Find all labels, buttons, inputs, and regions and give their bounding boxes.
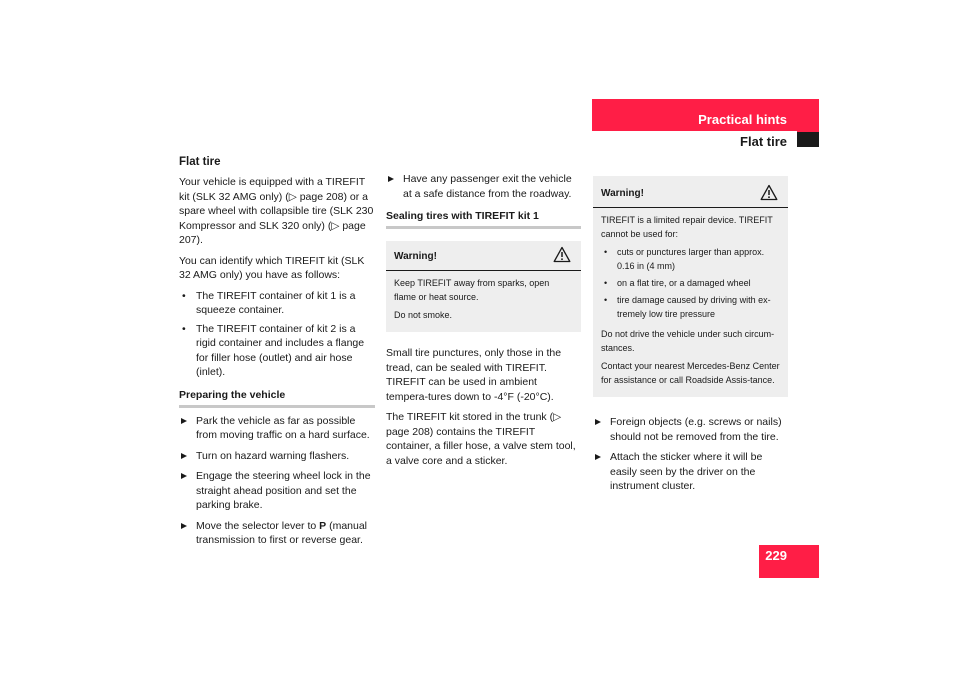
- step-item: [179, 469, 375, 513]
- header-tab-marker: [797, 132, 819, 147]
- passenger-step: [386, 172, 581, 201]
- step-arrow-icon: [181, 523, 187, 529]
- step-arrow-icon: [181, 418, 187, 424]
- step-item: [386, 172, 581, 201]
- warning-bullet-list: [601, 245, 780, 321]
- page-heading: Flat tire: [179, 156, 221, 168]
- column-3: [593, 176, 788, 500]
- step-arrow-icon: [181, 473, 187, 479]
- warning-header: [386, 241, 581, 271]
- step-text: Turn on hazard warning flashers.: [196, 449, 350, 462]
- step-text: Foreign objects (e.g. screws or nails) should not be removed from the tire.: [610, 416, 782, 443]
- list-item: [601, 245, 780, 273]
- list-item-text: The TIREFIT container of kit 1 is a squeeze container.: [196, 289, 356, 316]
- step-arrow-icon: [388, 176, 394, 182]
- list-item: [179, 289, 375, 318]
- step-text-after: (manual transmission to first or reverse gear.: [196, 519, 368, 546]
- step-arrow-icon: [595, 419, 601, 425]
- warning-text: Keep TIREFIT away from sparks, open flame or heat source.: [394, 278, 550, 302]
- kit-bullet-list: [179, 289, 375, 380]
- bullet-icon: •: [604, 278, 608, 288]
- warning-text: Do not drive the vehicle under such circum-stances.: [601, 329, 775, 353]
- preparing-steps: [179, 414, 375, 548]
- sealing-heading: Sealing tires with TIREFIT kit 1: [386, 209, 581, 229]
- page-number: 229: [765, 548, 787, 563]
- step-arrow-icon: [595, 454, 601, 460]
- step-text: Park the vehicle as far as possible from moving traffic on a hard surface.: [196, 414, 370, 441]
- list-item: [601, 293, 780, 321]
- step-arrow-icon: [181, 453, 187, 459]
- list-item: [601, 276, 780, 290]
- step-text: Attach the sticker where it will be easily seen by the driver on the instrument cluster.: [610, 451, 763, 492]
- warning-text: Contact your nearest Mercedes-Benz Center for assistance or call Roadside Assis-tance.: [601, 361, 780, 385]
- list-item-text: The TIREFIT container of kit 2 is a rigid container and includes a flange for filler hose (outlet) and air hose (inlet).: [196, 322, 365, 378]
- warning-title: Warning!: [601, 188, 644, 199]
- bullet-icon: •: [604, 247, 608, 257]
- step-item: [179, 449, 375, 464]
- bullet-icon: •: [182, 322, 186, 335]
- warning-header: [593, 176, 788, 208]
- warning-triangle-icon: [553, 246, 571, 263]
- column-1: [179, 155, 375, 554]
- warning-box: [593, 176, 788, 397]
- gear-letter: P: [319, 519, 327, 532]
- step-item: [593, 415, 788, 444]
- tirefit-steps: [593, 415, 788, 494]
- list-item-text: tire damage caused by driving with ex-tremely low tire pressure: [617, 295, 771, 319]
- identify-paragraph: You can identify which TIREFIT kit (SLK 32 AMG only) you have as follows:: [179, 254, 365, 281]
- warning-body: [386, 271, 581, 322]
- warning-box: [386, 241, 581, 332]
- step-text: Have any passenger exit the vehicle at a safe distance from the roadway.: [403, 173, 572, 200]
- punctures-paragraph: Small tire punctures, only those in the tread, can be sealed with TIREFIT. TIREFIT can be used in ambient tempera-tures down to -4°F (-20°C).: [386, 347, 562, 403]
- page-number-box: [759, 545, 819, 578]
- step-item: [179, 414, 375, 443]
- column-2: [386, 172, 581, 474]
- bullet-icon: •: [182, 289, 186, 302]
- kit-contents-paragraph: The TIREFIT kit stored in the trunk (▷ page 208) contains the TIREFIT container, a filler hose, a valve stem tool, a valve core and a sticker.: [386, 411, 576, 467]
- step-item: [179, 519, 375, 548]
- warning-triangle-icon: [760, 184, 778, 201]
- list-item: [179, 322, 375, 380]
- step-text: Engage the steering wheel lock in the straight ahead position and set the parking brake.: [196, 470, 371, 511]
- intro-paragraph: Your vehicle is equipped with a TIREFIT kit (SLK 32 AMG only) (▷ page 208) or a spare wheel with collapsible tire (SLK 230 Kompressor and SLK 320 only) (▷ page 207).: [179, 176, 374, 246]
- bullet-icon: •: [604, 295, 608, 305]
- step-text-before: Move the selector lever to: [196, 519, 320, 532]
- step-item: [593, 450, 788, 494]
- chapter-header: [592, 99, 819, 147]
- list-item-text: cuts or punctures larger than approx. 0.16 in (4 mm): [617, 247, 765, 271]
- list-item-text: on a flat tire, or a damaged wheel: [617, 278, 751, 288]
- warning-text: TIREFIT is a limited repair device. TIREFIT cannot be used for:: [601, 215, 773, 239]
- section-title: Flat tire: [740, 134, 787, 149]
- chapter-title: Practical hints: [698, 112, 787, 127]
- warning-text: Do not smoke.: [394, 310, 453, 320]
- warning-body: [593, 208, 788, 387]
- warning-title: Warning!: [394, 251, 437, 262]
- preparing-heading: Preparing the vehicle: [179, 388, 375, 408]
